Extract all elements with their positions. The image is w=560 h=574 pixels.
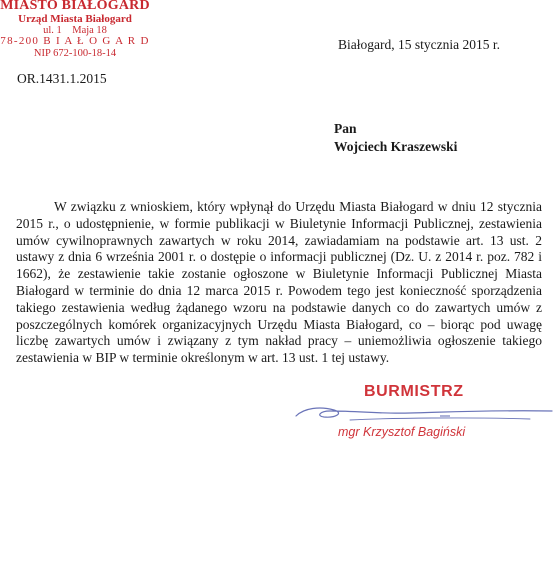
letter-date: Białogard, 15 stycznia 2015 r. <box>338 37 500 52</box>
signature-name: mgr Krzysztof Bagiński <box>338 425 466 439</box>
office-stamp <box>0 0 150 59</box>
stamp-nip: NIP 672-100-18-14 <box>33 47 117 59</box>
stamp-city: 78-200 B I A Ł O G A R D <box>0 35 150 48</box>
signature-title: BURMISTRZ <box>364 383 464 400</box>
stamp-street: ul. 1 Maja 18 <box>43 25 107 37</box>
letter-body-text: W związku z wnioskiem, który wpłynął do Urzędu Miasta Białogard w dniu 12 stycznia 2015 r., o udostępnienie, w formie publikacji w Biuletynie Informacji Publicznej, zestawienia umów cywilnoprawnych zawartych w roku 2014, zawiadamiam na podstawie art. 13 ust. 2 ustawy z dnia 6 września 2001 r. o dostępie o informacji publicznej (Dz. U. z 2014 r. poz. 782 i 1662), że zestawienie takie zostanie ogłoszone w Biuletynie Informacji Publicznej Miasta Białogard w terminie do dnia 12 marca 2015 r. Powodem tego jest konieczność sporządzenia takiego zestawienia według żądanego wzoru na podstawie danych co do zawartych umów z poszczególnych komórek organizacyjnych Urzędu Miasta Białogard, co – biorąc pod uwagę liczbę zawartych umów i związany z tym nakład pracy – uniemożliwia ogłoszenie takiego zestawienia w BIP w terminie określonym w art. 13 ust. 1 tej ustawy. <box>16 199 542 366</box>
stamp-title: MIASTO BIAŁOGARD <box>0 0 150 13</box>
addressee-salutation: Pan <box>334 121 357 136</box>
letter-body <box>16 199 542 367</box>
stamp-office: Urząd Miasta Białogard <box>18 12 132 25</box>
signature-block <box>290 380 560 450</box>
addressee-name: Wojciech Kraszewski <box>334 139 458 155</box>
reference-number: OR.1431.1.2015 <box>17 71 107 86</box>
addressee-block <box>334 120 457 156</box>
